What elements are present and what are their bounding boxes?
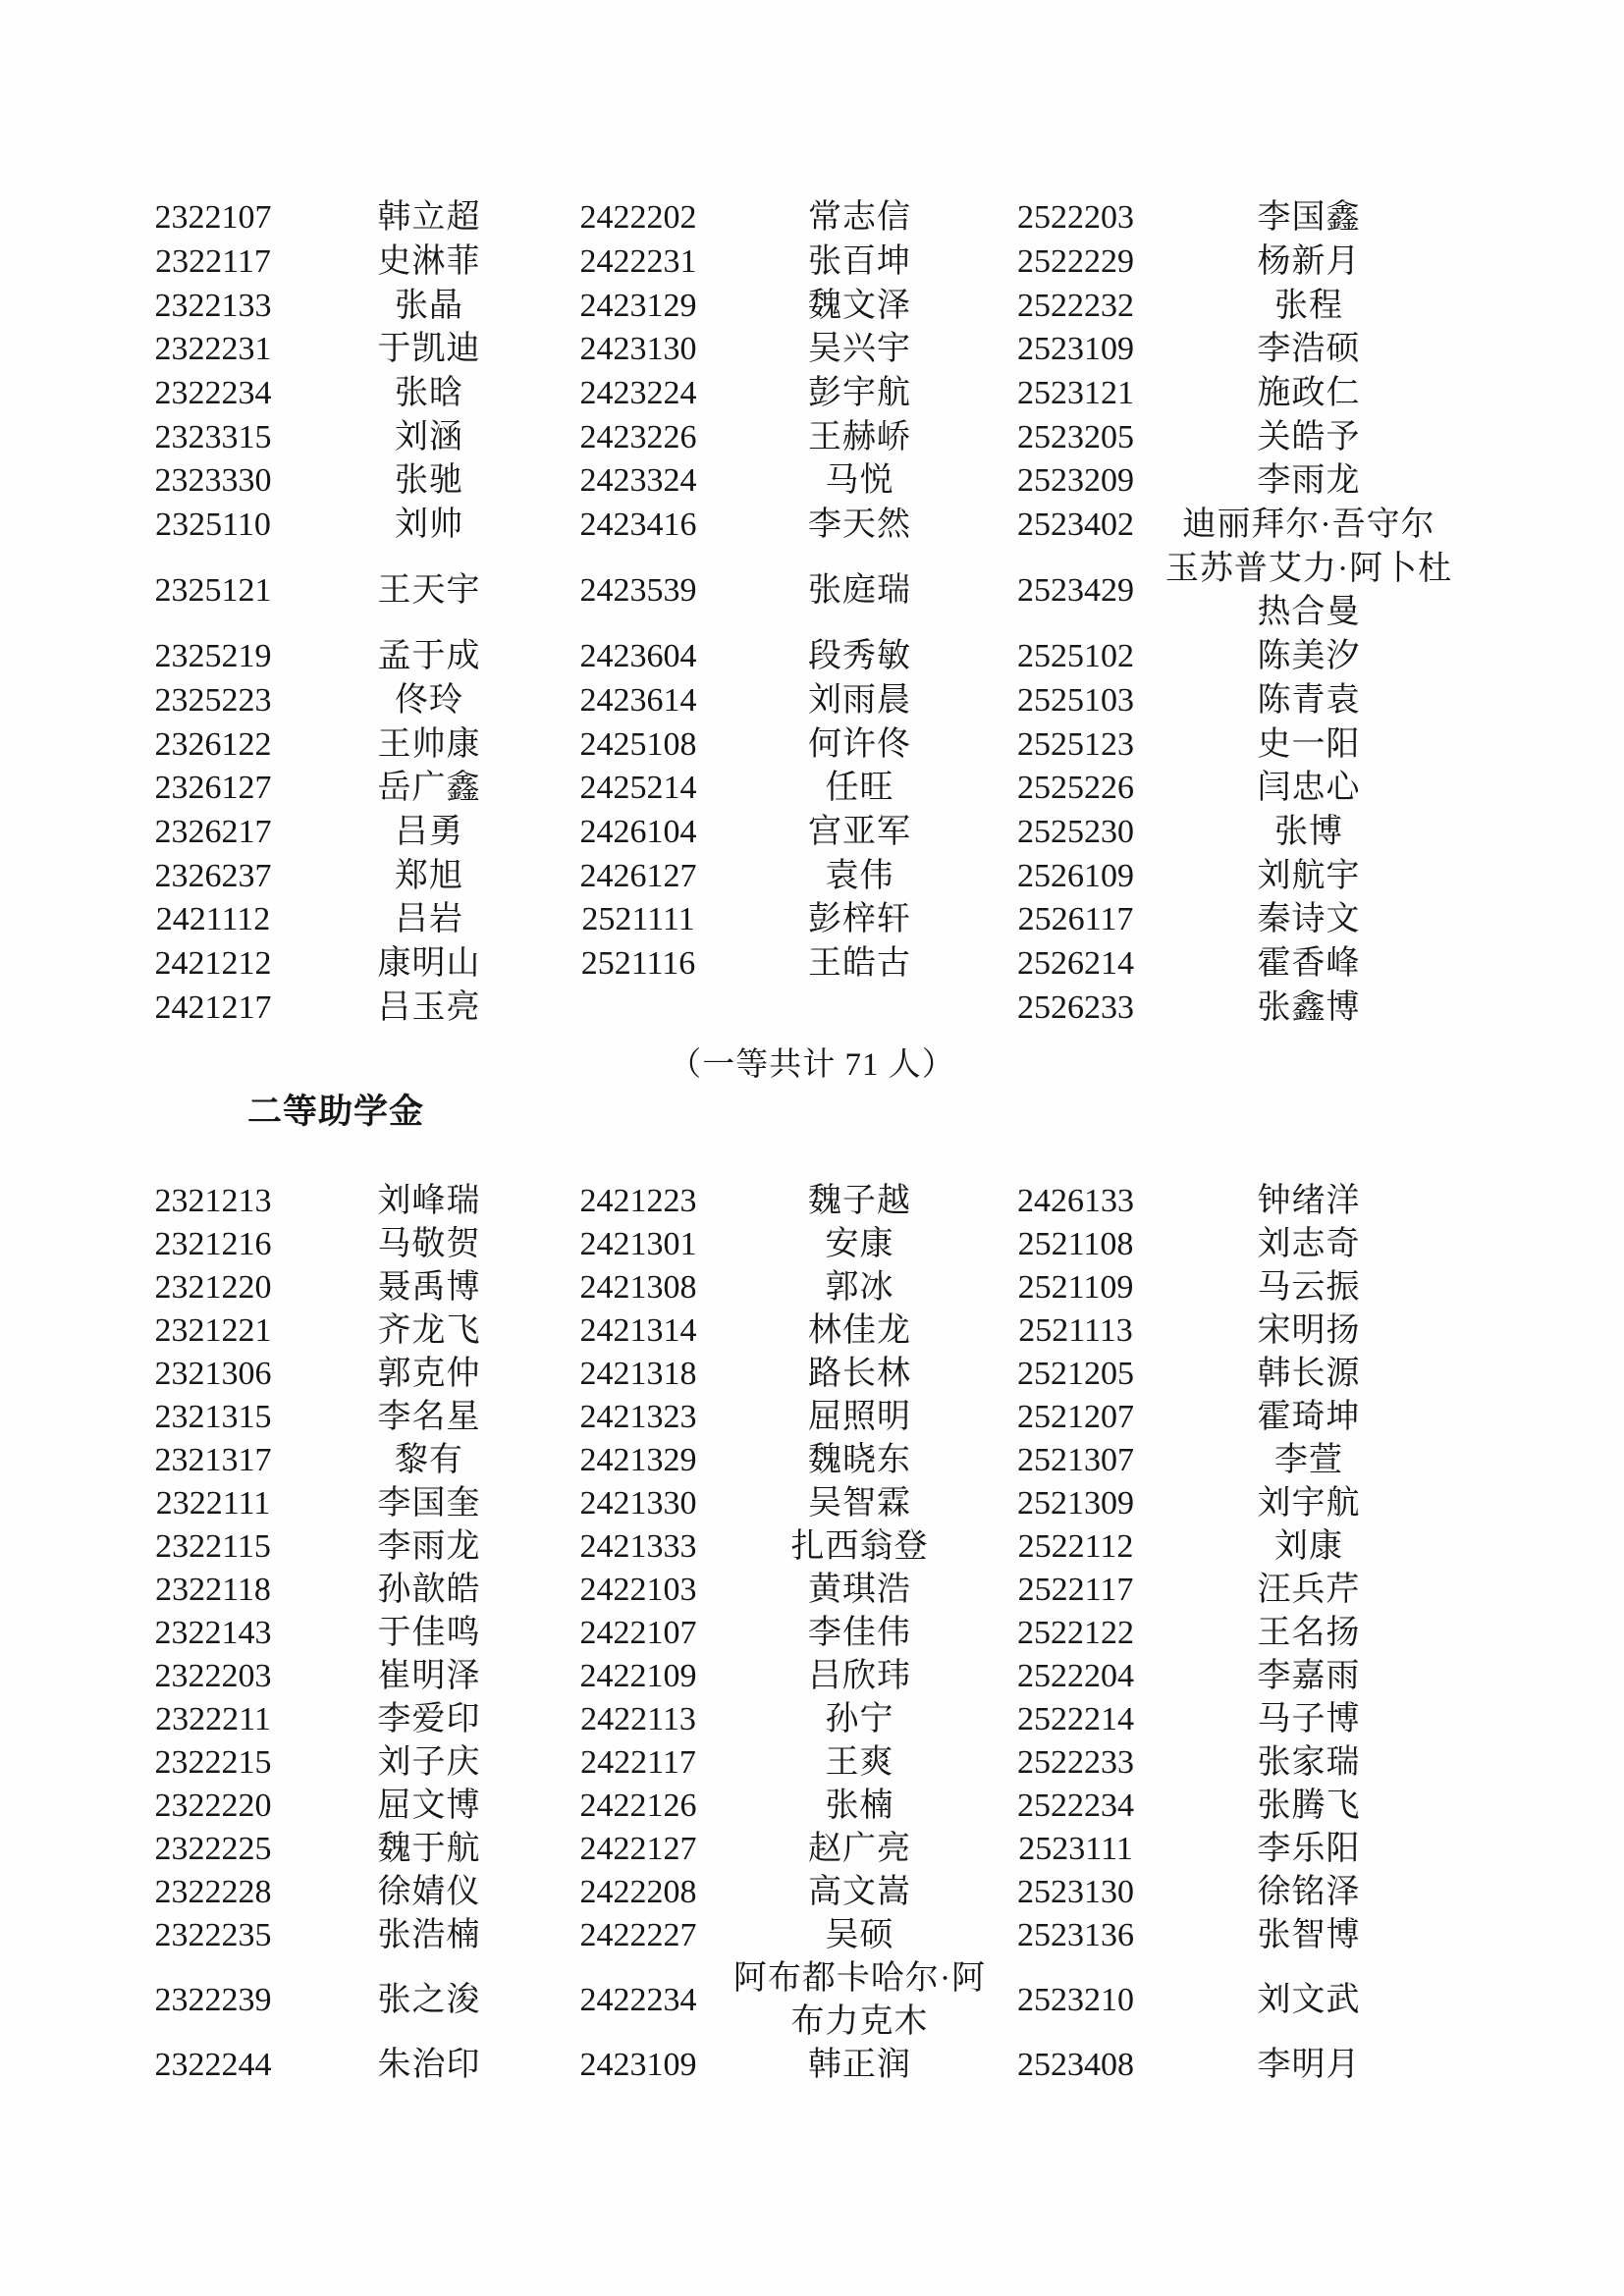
student-id: 2322107 xyxy=(154,199,272,237)
table-row xyxy=(115,1612,1456,1655)
tier2-heading: 二等助学金 xyxy=(247,1093,425,1132)
student-name: 韩长源 xyxy=(1257,1356,1361,1393)
student-id: 2522214 xyxy=(1017,1701,1134,1738)
table-row xyxy=(115,1525,1456,1569)
student-name: 张庭瑞 xyxy=(808,572,911,610)
student-id: 2525230 xyxy=(1017,813,1134,850)
student-id: 2523111 xyxy=(1018,1831,1133,1868)
table-row xyxy=(115,986,1456,1030)
student-id: 2421318 xyxy=(579,1356,697,1393)
student-id: 2422202 xyxy=(579,199,697,237)
student-id: 2523429 xyxy=(1017,572,1134,610)
student-id: 2322143 xyxy=(154,1615,272,1652)
student-id: 2422113 xyxy=(580,1701,696,1738)
student-name: 秦诗文 xyxy=(1257,901,1361,938)
student-name: 李嘉雨 xyxy=(1257,1658,1361,1695)
table-row xyxy=(115,1266,1456,1309)
student-name: 刘雨晨 xyxy=(808,681,911,719)
student-id: 2321213 xyxy=(154,1183,272,1220)
student-id: 2321221 xyxy=(154,1312,272,1350)
table-row xyxy=(115,548,1456,635)
student-name: 张程 xyxy=(1274,287,1343,324)
table-row xyxy=(115,811,1456,855)
student-id: 2422109 xyxy=(579,1658,697,1695)
student-id: 2423226 xyxy=(579,418,697,455)
student-name: 杨新月 xyxy=(1257,243,1361,281)
student-id: 2522122 xyxy=(1017,1615,1134,1652)
student-name: 张晶 xyxy=(395,287,463,324)
table-row xyxy=(115,284,1456,328)
student-id: 2322234 xyxy=(154,375,272,412)
table-row xyxy=(115,1309,1456,1353)
student-name: 马敬贺 xyxy=(377,1226,481,1263)
student-name: 吴硕 xyxy=(825,1917,894,1954)
student-name: 孙宁 xyxy=(825,1701,894,1738)
student-id: 2521205 xyxy=(1017,1356,1134,1393)
student-name: 李名星 xyxy=(377,1399,481,1436)
student-id: 2321317 xyxy=(154,1442,272,1479)
student-id: 2523209 xyxy=(1017,462,1134,500)
student-name: 常志信 xyxy=(808,199,911,237)
student-id: 2523402 xyxy=(1017,507,1134,544)
student-name: 马子博 xyxy=(1257,1701,1361,1738)
student-name: 李萱 xyxy=(1274,1442,1343,1479)
student-id: 2322215 xyxy=(154,1744,272,1782)
student-id: 2321315 xyxy=(154,1399,272,1436)
student-id: 2322111 xyxy=(155,1485,271,1522)
student-id: 2423109 xyxy=(579,2047,697,2084)
student-id: 2521113 xyxy=(1018,1312,1133,1350)
table-row xyxy=(115,372,1456,416)
student-id: 2521108 xyxy=(1017,1226,1134,1263)
student-name: 宫亚军 xyxy=(808,813,911,850)
student-id: 2521109 xyxy=(1017,1269,1134,1307)
student-id: 2522234 xyxy=(1017,1788,1134,1825)
student-id: 2522112 xyxy=(1017,1528,1134,1566)
student-name xyxy=(730,986,990,1030)
student-name: 孟于成 xyxy=(377,638,481,675)
student-name: 关皓予 xyxy=(1257,418,1361,455)
tier1-count-note: （一等共计 71 人） xyxy=(669,1047,955,1084)
student-name: 王帅康 xyxy=(377,725,481,763)
student-name: 屈照明 xyxy=(808,1399,911,1436)
student-id: 2423324 xyxy=(579,462,697,500)
student-id: 2322220 xyxy=(154,1788,272,1825)
table-row xyxy=(115,679,1456,723)
student-name: 于佳鸣 xyxy=(377,1615,481,1652)
student-id: 2525226 xyxy=(1017,770,1134,807)
student-name: 魏晓东 xyxy=(808,1442,911,1479)
student-name: 崔明泽 xyxy=(377,1658,481,1695)
student-id: 2321306 xyxy=(154,1356,272,1393)
student-name: 袁伟 xyxy=(825,857,894,894)
student-name: 孙歆皓 xyxy=(377,1572,481,1609)
student-id: 2425108 xyxy=(579,725,697,763)
student-id: 2422117 xyxy=(580,1744,696,1782)
student-id: 2423130 xyxy=(579,331,697,368)
table-row xyxy=(115,240,1456,285)
student-name: 史淋菲 xyxy=(377,243,481,281)
tier2-section xyxy=(0,1180,1624,2087)
student-id: 2423614 xyxy=(579,681,697,719)
student-id: 2522233 xyxy=(1017,1744,1134,1782)
student-id: 2521309 xyxy=(1017,1485,1134,1522)
tier2-grant-table-body xyxy=(115,1180,1456,2087)
student-name: 路长林 xyxy=(808,1356,911,1393)
student-name: 岳广鑫 xyxy=(377,770,481,807)
student-id: 2526233 xyxy=(1017,988,1134,1026)
student-name: 宋明扬 xyxy=(1257,1312,1361,1350)
table-row xyxy=(115,635,1456,679)
student-name: 安康 xyxy=(825,1226,894,1263)
student-id: 2323330 xyxy=(154,462,272,500)
student-id: 2523121 xyxy=(1017,375,1134,412)
student-name: 史一阳 xyxy=(1257,725,1361,763)
student-name: 张智博 xyxy=(1257,1917,1361,1954)
student-name: 王名扬 xyxy=(1257,1615,1361,1652)
student-name: 屈文博 xyxy=(377,1788,481,1825)
table-row xyxy=(115,504,1456,548)
student-name: 吴兴宇 xyxy=(808,331,911,368)
student-name: 施政仁 xyxy=(1257,375,1361,412)
table-row xyxy=(115,1655,1456,1698)
student-name: 刘帅 xyxy=(395,507,463,544)
student-id: 2423129 xyxy=(579,287,697,324)
student-name: 徐婧仪 xyxy=(377,1874,481,1911)
student-id xyxy=(547,986,730,1030)
student-id: 2322244 xyxy=(154,2047,272,2084)
student-name: 李天然 xyxy=(808,507,911,544)
student-name: 林佳龙 xyxy=(808,1312,911,1350)
table-row xyxy=(115,1698,1456,1741)
student-id: 2522203 xyxy=(1017,199,1134,237)
student-id: 2322231 xyxy=(154,331,272,368)
student-name: 李佳伟 xyxy=(808,1615,911,1652)
student-name: 段秀敏 xyxy=(808,638,911,675)
student-name: 彭宇航 xyxy=(808,375,911,412)
student-name: 赵广亮 xyxy=(808,1831,911,1868)
student-name: 李国奎 xyxy=(377,1485,481,1522)
student-id: 2322118 xyxy=(155,1572,271,1609)
table-row xyxy=(115,1482,1456,1525)
student-name: 刘涵 xyxy=(395,418,463,455)
student-id: 2421308 xyxy=(579,1269,697,1307)
student-name: 迪丽拜尔·吾守尔 xyxy=(1182,507,1435,544)
student-name: 霍香峰 xyxy=(1257,945,1361,983)
student-name: 张晗 xyxy=(395,375,463,412)
student-id: 2425214 xyxy=(579,770,697,807)
student-id: 2325219 xyxy=(154,638,272,675)
table-row xyxy=(115,767,1456,811)
student-id: 2326122 xyxy=(154,725,272,763)
student-id: 2523136 xyxy=(1017,1917,1134,1954)
student-id: 2326237 xyxy=(154,857,272,894)
student-name: 李乐阳 xyxy=(1257,1831,1361,1868)
student-id: 2325110 xyxy=(155,507,271,544)
student-name: 扎西翁登 xyxy=(790,1528,929,1566)
student-id: 2522117 xyxy=(1017,1572,1134,1609)
table-row xyxy=(115,196,1456,240)
student-name: 王天宇 xyxy=(377,572,481,610)
student-id: 2322203 xyxy=(154,1658,272,1695)
student-id: 2322115 xyxy=(155,1528,271,1566)
student-id: 2422234 xyxy=(579,1982,697,2019)
student-name: 吕岩 xyxy=(395,901,463,938)
student-name: 霍琦坤 xyxy=(1257,1399,1361,1436)
student-name: 康明山 xyxy=(377,945,481,983)
student-name: 阿布都卡哈尔·阿布力克木 xyxy=(732,1960,987,2041)
student-name: 吕玉亮 xyxy=(377,988,481,1026)
table-row xyxy=(115,415,1456,459)
student-id: 2421330 xyxy=(579,1485,697,1522)
student-name: 李雨龙 xyxy=(377,1528,481,1566)
student-id: 2421301 xyxy=(579,1226,697,1263)
student-name: 陈美汐 xyxy=(1257,638,1361,675)
student-id: 2322211 xyxy=(155,1701,271,1738)
table-row xyxy=(115,1914,1456,1957)
student-id: 2421223 xyxy=(579,1183,697,1220)
student-id: 2426127 xyxy=(579,857,697,894)
student-id: 2322225 xyxy=(154,1831,272,1868)
table-row xyxy=(115,328,1456,372)
student-name: 郭克仲 xyxy=(377,1356,481,1393)
student-id: 2423604 xyxy=(579,638,697,675)
student-name: 汪兵芹 xyxy=(1257,1572,1361,1609)
student-name: 朱治印 xyxy=(377,2047,481,2084)
student-id: 2326127 xyxy=(154,770,272,807)
student-name: 李浩硕 xyxy=(1257,331,1361,368)
student-id: 2525123 xyxy=(1017,725,1134,763)
table-row xyxy=(115,942,1456,987)
student-id: 2325223 xyxy=(154,681,272,719)
student-id: 2321220 xyxy=(154,1269,272,1307)
table-row xyxy=(115,1741,1456,1785)
student-id: 2322239 xyxy=(154,1982,272,2019)
student-name: 韩正润 xyxy=(808,2047,911,2084)
student-name: 高文嵩 xyxy=(808,1874,911,1911)
student-id: 2525103 xyxy=(1017,681,1134,719)
student-name: 张博 xyxy=(1274,813,1343,850)
student-id: 2523109 xyxy=(1017,331,1134,368)
student-name: 刘宇航 xyxy=(1257,1485,1361,1522)
table-row xyxy=(115,1223,1456,1266)
student-name: 马悦 xyxy=(825,462,894,500)
student-name: 张驰 xyxy=(395,462,463,500)
student-name: 佟玲 xyxy=(395,681,463,719)
table-row xyxy=(115,1569,1456,1612)
student-name: 张腾飞 xyxy=(1257,1788,1361,1825)
student-name: 彭梓轩 xyxy=(808,901,911,938)
student-id: 2521207 xyxy=(1017,1399,1134,1436)
student-id: 2322228 xyxy=(154,1874,272,1911)
student-id: 2423224 xyxy=(579,375,697,412)
student-id: 2521116 xyxy=(580,945,696,983)
student-name: 刘志奇 xyxy=(1257,1226,1361,1263)
student-id: 2526117 xyxy=(1017,901,1134,938)
student-name: 吕勇 xyxy=(395,813,463,850)
student-name: 王赫峤 xyxy=(808,418,911,455)
student-name: 张百坤 xyxy=(808,243,911,281)
student-name: 郑旭 xyxy=(395,857,463,894)
tier1-grant-table-body xyxy=(115,196,1456,1030)
table-row xyxy=(115,1957,1456,2044)
student-name: 王皓古 xyxy=(808,945,911,983)
student-id: 2325121 xyxy=(154,572,272,610)
student-id: 2421333 xyxy=(579,1528,697,1566)
student-name: 闫忠心 xyxy=(1257,770,1361,807)
student-name: 王爽 xyxy=(825,1744,894,1782)
table-row xyxy=(115,1353,1456,1396)
student-name: 于凯迪 xyxy=(377,331,481,368)
table-row xyxy=(115,854,1456,898)
tier2-grant-table xyxy=(115,1180,1456,2087)
student-id: 2422127 xyxy=(579,1831,697,1868)
student-id: 2422103 xyxy=(579,1572,697,1609)
student-id: 2525102 xyxy=(1017,638,1134,675)
student-id: 2522232 xyxy=(1017,287,1134,324)
student-id: 2426104 xyxy=(579,813,697,850)
student-id: 2321216 xyxy=(154,1226,272,1263)
table-row xyxy=(115,898,1456,942)
student-name: 张之浚 xyxy=(377,1982,481,2019)
student-id: 2421112 xyxy=(155,901,271,938)
student-name: 刘康 xyxy=(1274,1528,1343,1566)
student-name: 李爱印 xyxy=(377,1701,481,1738)
table-row xyxy=(115,1785,1456,1828)
student-id: 2421212 xyxy=(154,945,272,983)
student-id: 2523205 xyxy=(1017,418,1134,455)
student-id: 2423539 xyxy=(579,572,697,610)
student-name: 张楠 xyxy=(825,1788,894,1825)
student-name: 李雨龙 xyxy=(1257,462,1361,500)
student-name: 钟绪洋 xyxy=(1257,1183,1361,1220)
table-row xyxy=(115,1871,1456,1914)
student-name: 吴智霖 xyxy=(808,1485,911,1522)
student-id: 2522204 xyxy=(1017,1658,1134,1695)
student-name: 吕欣玮 xyxy=(808,1658,911,1695)
student-id: 2426133 xyxy=(1017,1183,1134,1220)
student-id: 2421314 xyxy=(579,1312,697,1350)
student-id: 2522229 xyxy=(1017,243,1134,281)
student-name: 韩立超 xyxy=(377,199,481,237)
student-name: 陈青袁 xyxy=(1257,681,1361,719)
student-id: 2521307 xyxy=(1017,1442,1134,1479)
student-id: 2423416 xyxy=(579,507,697,544)
student-id: 2422208 xyxy=(579,1874,697,1911)
student-name: 郭冰 xyxy=(825,1269,894,1307)
student-name: 何许佟 xyxy=(808,725,911,763)
student-id: 2326217 xyxy=(154,813,272,850)
student-name: 聂禹博 xyxy=(377,1269,481,1307)
table-row xyxy=(115,459,1456,504)
table-row xyxy=(115,1439,1456,1482)
student-name: 刘峰瑞 xyxy=(377,1183,481,1220)
student-name: 张浩楠 xyxy=(377,1917,481,1954)
student-name: 徐铭泽 xyxy=(1257,1874,1361,1911)
table-row xyxy=(115,1396,1456,1439)
student-id: 2422107 xyxy=(579,1615,697,1652)
student-id: 2422227 xyxy=(579,1917,697,1954)
student-id: 2523408 xyxy=(1017,2047,1134,2084)
student-name: 刘文武 xyxy=(1257,1982,1361,2019)
student-name: 张家瑞 xyxy=(1257,1744,1361,1782)
student-name: 李国鑫 xyxy=(1257,199,1361,237)
student-id: 2421323 xyxy=(579,1399,697,1436)
student-id: 2322117 xyxy=(155,243,271,281)
student-id: 2421217 xyxy=(154,988,272,1026)
student-name: 马云振 xyxy=(1257,1269,1361,1307)
student-name: 张鑫博 xyxy=(1257,988,1361,1026)
student-id: 2523210 xyxy=(1017,1982,1134,2019)
student-id: 2323315 xyxy=(154,418,272,455)
student-name: 玉苏普艾力·阿卜杜热合曼 xyxy=(1164,551,1453,631)
student-name: 刘子庆 xyxy=(377,1744,481,1782)
student-id: 2322235 xyxy=(154,1917,272,1954)
table-row xyxy=(115,1828,1456,1871)
student-name: 黄琪浩 xyxy=(808,1572,911,1609)
student-name: 黎有 xyxy=(395,1442,463,1479)
table-row xyxy=(115,722,1456,767)
student-id: 2421329 xyxy=(579,1442,697,1479)
table-row xyxy=(115,2044,1456,2087)
student-name: 李明月 xyxy=(1257,2047,1361,2084)
student-id: 2523130 xyxy=(1017,1874,1134,1911)
student-id: 2521111 xyxy=(581,901,695,938)
student-name: 刘航宇 xyxy=(1257,857,1361,894)
student-name: 魏文泽 xyxy=(808,287,911,324)
student-id: 2526214 xyxy=(1017,945,1134,983)
tier1-grant-table xyxy=(115,196,1456,1030)
student-id: 2422126 xyxy=(579,1788,697,1825)
student-name: 任旺 xyxy=(825,770,894,807)
student-id: 2422231 xyxy=(579,243,697,281)
student-name: 齐龙飞 xyxy=(377,1312,481,1350)
student-name: 魏于航 xyxy=(377,1831,481,1868)
student-id: 2322133 xyxy=(154,287,272,324)
student-id: 2526109 xyxy=(1017,857,1134,894)
table-row xyxy=(115,1180,1456,1223)
student-name: 魏子越 xyxy=(808,1183,911,1220)
